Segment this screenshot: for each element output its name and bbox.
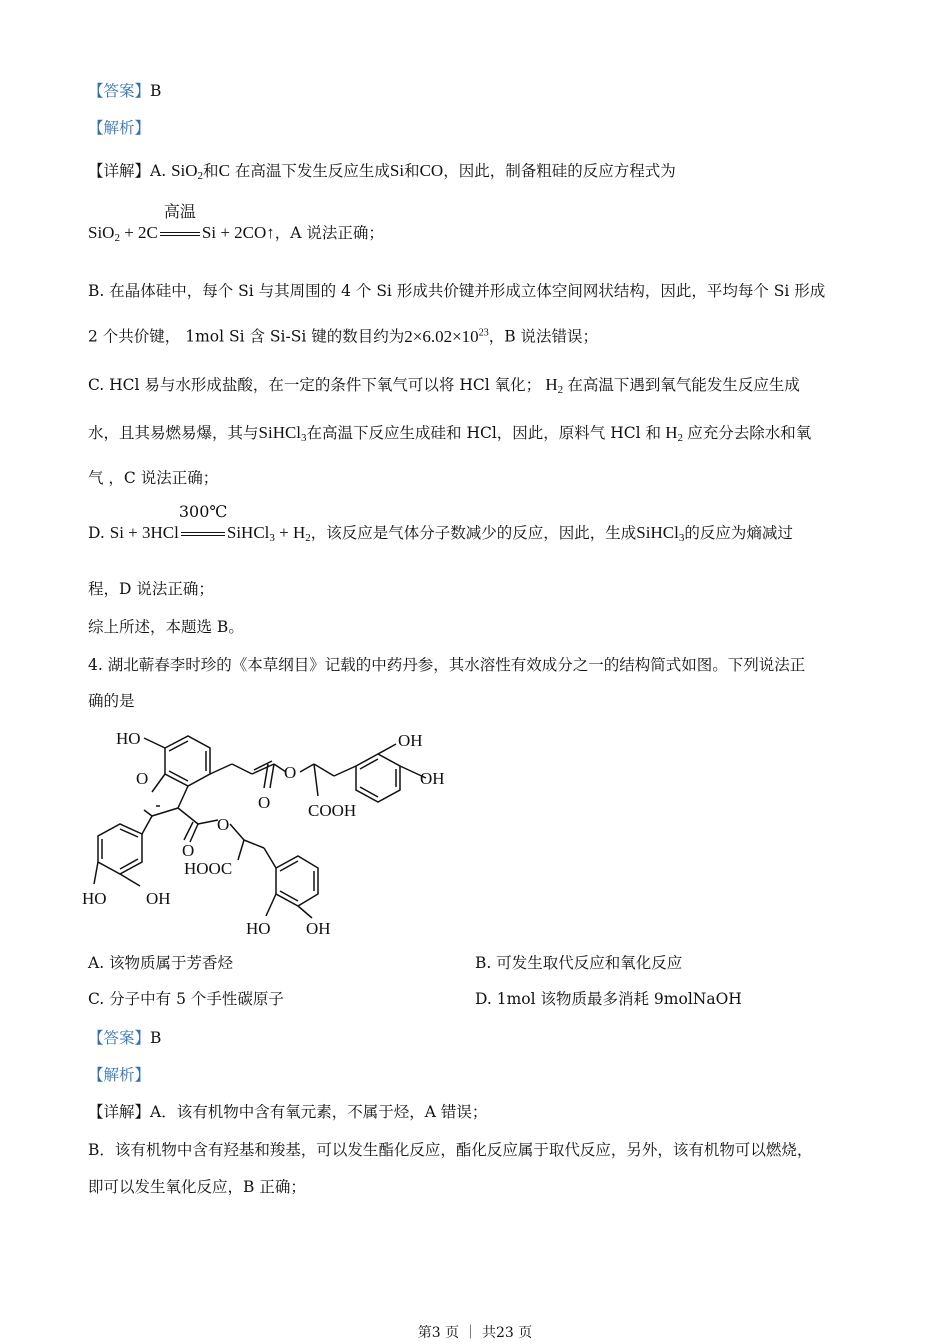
structure-diagram [80,720,480,945]
q4-detail-line3: 即可以发生氧化反应，B 正确； [88,1178,306,1196]
carbon-formula: C [218,161,230,180]
detail-b-line2: 2 个共价键， 1mol Si 含 Si-Si 键的数目约为$2\times 6.02\times 10^{23}$，B 说法错误； [88,326,599,346]
text-and: 和 [203,162,219,180]
detail-d-line2: 程，D 说法正确； [88,580,214,598]
label-o-carbonyl2: O [182,841,195,860]
answer-line [88,80,161,102]
option-a-prefix: A. [150,162,167,180]
eq1-tail: ，A 说法正确； [274,224,384,242]
label-oh-left: OH [146,889,171,908]
sihcl3-formula-2: SiHCl$_3$ [636,523,685,544]
detail-tag: 【详解】 [88,162,151,180]
eq1-condition-label: 高温 [163,202,196,221]
answer-tag: 【答案】 [88,82,151,100]
text-and-2: 和 [404,162,420,180]
eq2-left: Si + 3HCl [109,523,179,542]
co-formula: CO [419,161,444,180]
q4-answer-tag: 【答案】 [88,1029,151,1047]
eq1-condition [158,202,202,244]
detail-c-line2: 水，且其易燃易爆，其与SiHCl$_3$在高温下反应生成硅和 HCl，因此，原料气 HCl 和 $H_2$ 应充分去除水和氧 [88,423,812,444]
answer-value: B [150,82,162,100]
label-oh-bottom: OH [306,919,331,938]
q4-answer-value: B [150,1029,162,1047]
q4-analysis-tag: 【解析】 [88,1066,151,1084]
silicon-formula: Si [389,161,405,180]
option-c: C. 分子中有 5 个手性碳原子 [88,990,284,1008]
q4-detail-line1: 【详解】A．该有机物中含有氧元素，不属于烃，A 错误； [88,1103,488,1121]
q4-stem-line1: 4. 湖北蕲春李时珍的《本草纲目》记载的中药丹参，其水溶性有效成分之一的结构简式如图。下列说法正 [88,656,806,674]
sio2-formula: SiO$_2$ [171,161,204,182]
summary: 综上所述，本题选 B。 [88,618,244,636]
label-o-ester2: O [217,815,230,834]
q4-detail-line2: B．该有机物中含有羟基和羧基，可以发生酯化反应，酯化反应属于取代反应，另外，该有机物可以燃烧， [88,1141,813,1159]
avogadro-number: $2\times 6.02\times 10^{23}$ [404,326,489,346]
page-footer: 第3 页 ｜ 共23 页 [417,1325,533,1341]
q4-stem-line2: 确的是 [88,692,135,710]
label-o-ester1: O [284,763,297,782]
detail-b-line1: B. 在晶体硅中，每个 Si 与其周围的 4 个 Si 形成共价键并形成立体空间网状结构，因此，平均每个 Si 形成 [88,282,826,300]
q4-answer-line [88,1027,161,1049]
option-d: D. 1mol 该物质最多消耗 9molNaOH [475,990,742,1008]
eq1-right: Si + 2CO↑ [201,223,275,242]
label-o-ring: O [136,769,149,788]
h2-formula: $H_2$ [545,375,564,396]
detail-c-line3: 气 ，C 说法正确； [88,469,219,487]
analysis-tag: 【解析】 [88,119,151,137]
label-ho-left: HO [82,889,107,908]
label-o-carbonyl1: O [258,793,271,812]
label-cooh: COOH [308,801,357,820]
option-b: B. 可发生取代反应和氧化反应 [475,954,683,972]
sihcl3-formula: SiHCl$_3$ [258,423,307,444]
detail-c-line1: C. HCl 易与水形成盐酸，在一定的条件下氧气可以将 HCl 氧化； $H_2$ 在高温下遇到氧气能发生反应生成 [88,375,800,396]
label-oh1: OH [398,731,423,750]
text-mid: 在高温下发生反应生成 [234,162,390,180]
label-oh2: OH [420,769,445,788]
text-end: ，因此，制备粗硅的反应方程式为 [443,162,676,180]
option-a: A. 该物质属于芳香烃 [88,954,234,972]
label-ho-top: HO [116,729,141,748]
detail-a-line [88,160,676,187]
eq2-right: SiHCl$_3$ + $H_2$ [226,523,311,544]
label-ho-bottom: HO [246,919,271,938]
label-hooc: HOOC [184,859,233,878]
eq1-left: SiO$_2$ + 2C [88,223,158,244]
h2-formula-2: $H_2$ [665,423,684,444]
eq2-condition-label: 300℃ [178,502,228,521]
equation-1 [88,202,384,249]
detail-d-line1: D. Si + 3HCl 300℃ SiHCl$_3$ + $H_2$，该反应是气体分子数减少的反应，因此，生成SiHCl$_3$的反应为熵减过 [88,502,793,544]
eq2-condition [178,502,228,544]
